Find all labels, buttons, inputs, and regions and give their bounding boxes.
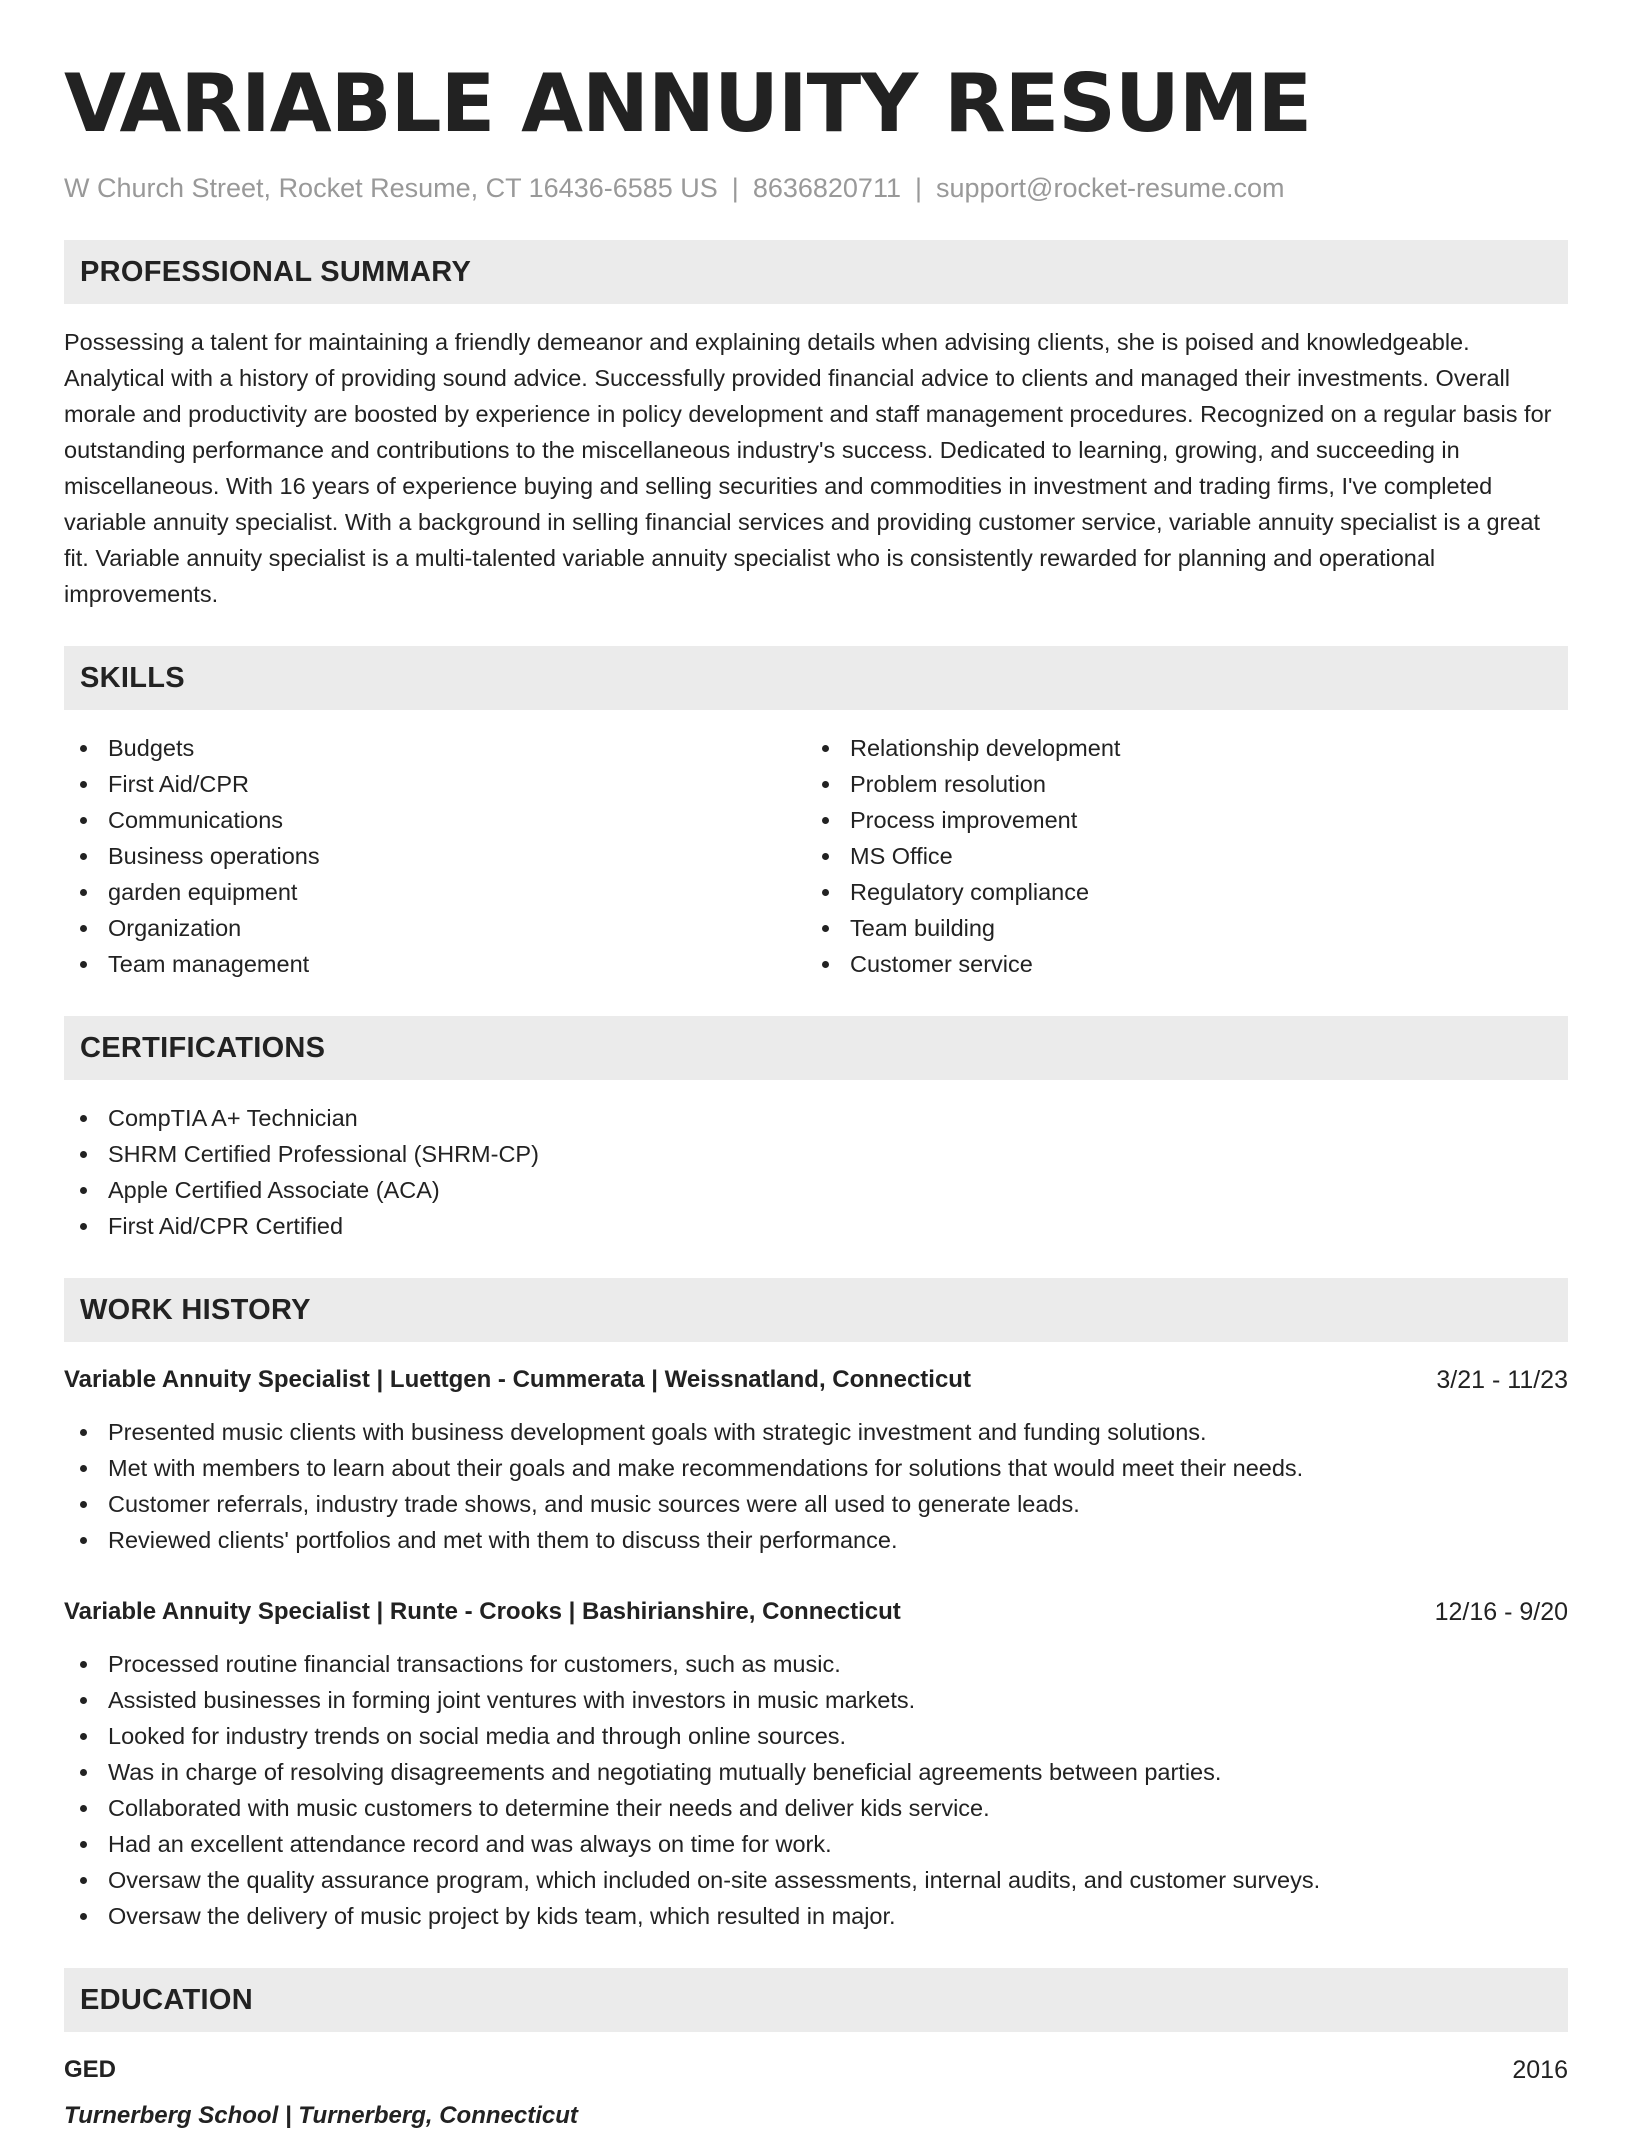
resume-title: VARIABLE ANNUITY RESUME [64,57,1312,150]
job-bullet: Was in charge of resolving disagreements and negotiating mutually beneficial agreements between parties. [64,1754,1568,1790]
job-entry [64,1594,1568,1934]
job-bullets [64,1646,1568,1934]
skill-item: Team building [806,910,1548,946]
job-bullet: Processed routine financial transactions for customers, such as music. [64,1646,1568,1682]
job-dates: 12/16 - 9/20 [1434,1598,1568,1626]
skill-item: MS Office [806,838,1548,874]
skill-item: Customer service [806,946,1548,982]
section-header-work-history: WORK HISTORY [64,1278,1568,1342]
section-header-summary: PROFESSIONAL SUMMARY [64,240,1568,304]
job-bullet: Met with members to learn about their goals and make recommendations for solutions that would meet their needs. [64,1450,1568,1486]
skill-item: garden equipment [64,874,806,910]
summary-text: Possessing a talent for maintaining a friendly demeanor and explaining details when advising clients, she is poised and knowledgeable. Analytical with a history of providing sound advice. Successfully provided financial advice to clients and managed their investments. Overall morale and productivity are boosted by experience in policy development and staff management procedures. Recognized on a regular basis for outstanding performance and contributions to the miscellaneous industry's success. Dedicated to learning, growing, and succeeding in miscellaneous. With 16 years of experience buying and selling securities and commodities in investment and trading firms, I've completed variable annuity specialist. With a background in selling financial services and providing customer service, variable annuity specialist is a great fit. Variable annuity specialist is a multi-talented variable annuity specialist who is consistently rewarded for planning and operational improvements. [64,329,1552,607]
job-bullet: Assisted businesses in forming joint ventures with investors in music markets. [64,1682,1568,1718]
section-header-education: EDUCATION [64,1968,1568,2032]
job-bullet: Had an excellent attendance record and was always on time for work. [64,1826,1568,1862]
job-bullet: Presented music clients with business development goals with strategic investment and funding solutions. [64,1414,1568,1450]
skills-list-left [64,730,806,982]
skill-item: Process improvement [806,802,1548,838]
skill-item: Business operations [64,838,806,874]
job-entry [64,1362,1568,1558]
job-title: Variable Annuity Specialist | Runte - Crooks | Bashirianshire, Connecticut [64,1598,901,1625]
education-school: Turnerberg School | Turnerberg, Connecticut [64,2102,578,2129]
job-bullet: Customer referrals, industry trade shows, and music sources were all used to generate leads. [64,1486,1568,1522]
certifications-section [64,1100,1568,1244]
skill-item: First Aid/CPR [64,766,806,802]
certifications-list [64,1100,1568,1244]
section-header-certifications: CERTIFICATIONS [64,1016,1568,1080]
skill-item: Regulatory compliance [806,874,1548,910]
skill-item: Communications [64,802,806,838]
skills-list-right [806,730,1548,982]
skills-section [64,730,1568,982]
job-bullets [64,1414,1568,1558]
skill-item: Budgets [64,730,806,766]
contact-separator: | [914,173,922,203]
contact-address: W Church Street, Rocket Resume, CT 16436-6585 US [64,173,718,203]
job-heading-row [64,1594,1568,1630]
section-header-skills: SKILLS [64,646,1568,710]
job-heading-row [64,1362,1568,1398]
skill-item: Problem resolution [806,766,1548,802]
job-bullet: Looked for industry trends on social media and through online sources. [64,1718,1568,1754]
contact-line [64,170,1568,206]
education-section [64,2052,1568,2134]
work-history-section [64,1362,1568,1934]
skill-item: Organization [64,910,806,946]
contact-email: support@rocket-resume.com [936,173,1285,203]
education-degree: GED [64,2056,117,2083]
skill-item: Team management [64,946,806,982]
certification-item: CompTIA A+ Technician [64,1100,1568,1136]
job-bullet: Oversaw the delivery of music project by kids team, which resulted in major. [64,1898,1568,1934]
certification-item: First Aid/CPR Certified [64,1208,1568,1244]
certification-item: SHRM Certified Professional (SHRM-CP) [64,1136,1568,1172]
job-dates: 3/21 - 11/23 [1436,1366,1568,1394]
job-bullet: Collaborated with music customers to determine their needs and deliver kids service. [64,1790,1568,1826]
education-year: 2016 [1512,2056,1568,2084]
education-heading-row [64,2052,1568,2088]
contact-phone: 8636820711 [752,173,901,203]
job-bullet: Reviewed clients' portfolios and met with them to discuss their performance. [64,1522,1568,1558]
job-bullet: Oversaw the quality assurance program, which included on-site assessments, internal audits, and customer surveys. [64,1862,1568,1898]
skill-item: Relationship development [806,730,1548,766]
job-title: Variable Annuity Specialist | Luettgen - Cummerata | Weissnatland, Connecticut [64,1366,971,1393]
contact-separator: | [731,173,739,203]
certification-item: Apple Certified Associate (ACA) [64,1172,1568,1208]
summary-section [64,324,1568,612]
